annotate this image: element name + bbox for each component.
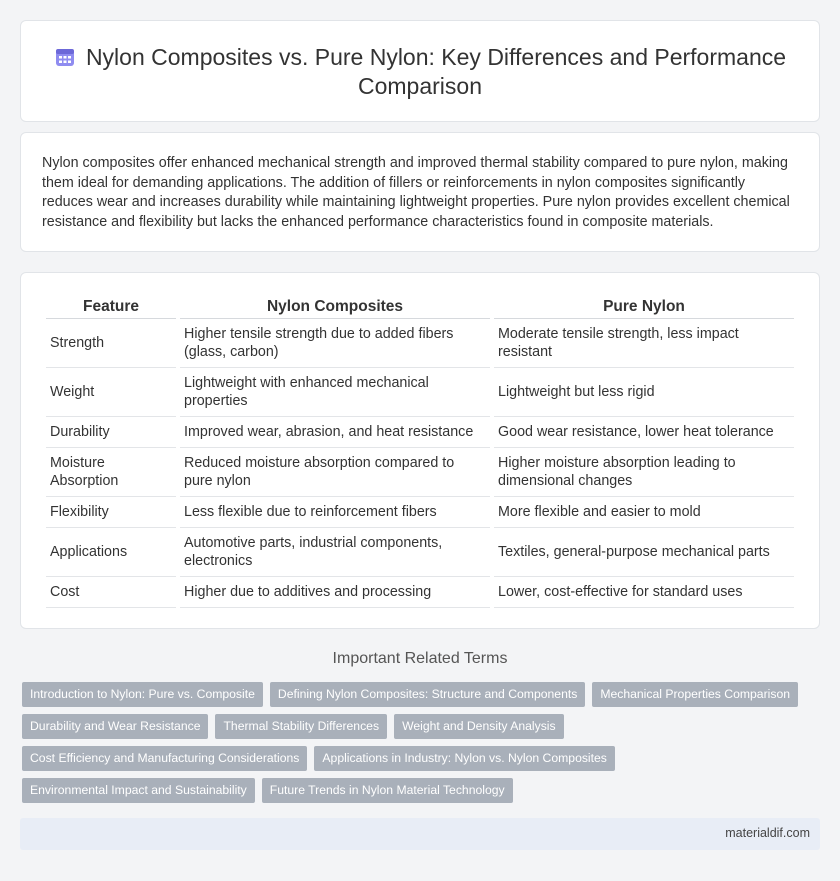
footer: [20, 818, 820, 850]
feature-cell: Durability: [46, 417, 176, 448]
related-term-tag[interactable]: Weight and Density Analysis: [394, 714, 564, 739]
comparison-table: [42, 294, 798, 608]
related-terms-tags: [22, 682, 822, 810]
table-row: [46, 319, 794, 368]
feature-cell: Cost: [46, 577, 176, 608]
table-row: [46, 448, 794, 497]
related-term-tag[interactable]: Applications in Industry: Nylon vs. Nylon Composites: [314, 746, 615, 771]
footer-site[interactable]: materialdif.com: [725, 826, 810, 840]
composite-cell: Less flexible due to reinforcement fibers: [180, 497, 490, 528]
composite-cell: Higher due to additives and processing: [180, 577, 490, 608]
related-term-tag[interactable]: Durability and Wear Resistance: [22, 714, 208, 739]
table-row: [46, 368, 794, 417]
tag-row: [22, 746, 822, 771]
composite-cell: Lightweight with enhanced mechanical properties: [180, 368, 490, 417]
related-term-tag[interactable]: Environmental Impact and Sustainability: [22, 778, 255, 803]
composite-cell: Improved wear, abrasion, and heat resistance: [180, 417, 490, 448]
title-card: [20, 20, 820, 122]
related-term-tag[interactable]: Future Trends in Nylon Material Technology: [262, 778, 513, 803]
table-row: [46, 497, 794, 528]
related-term-tag[interactable]: Defining Nylon Composites: Structure and Components: [270, 682, 585, 707]
header-feature: Feature: [46, 294, 176, 319]
calendar-icon: [54, 46, 76, 68]
feature-cell: Strength: [46, 319, 176, 368]
summary-card: [20, 132, 820, 252]
tag-row: [22, 714, 822, 739]
pure-cell: Good wear resistance, lower heat tolerance: [494, 417, 794, 448]
feature-cell: Moisture Absorption: [46, 448, 176, 497]
feature-cell: Applications: [46, 528, 176, 577]
tag-row: [22, 778, 822, 803]
related-term-tag[interactable]: Introduction to Nylon: Pure vs. Composite: [22, 682, 263, 707]
header-pure-nylon: Pure Nylon: [494, 294, 794, 319]
related-terms-heading: Important Related Terms: [332, 650, 508, 667]
related-term-tag[interactable]: Thermal Stability Differences: [215, 714, 387, 739]
related-term-tag[interactable]: Cost Efficiency and Manufacturing Considerations: [22, 746, 307, 771]
summary-text: Nylon composites offer enhanced mechanical strength and improved thermal stability compared to pure nylon, making them ideal for demanding applications. The addition of fillers or reinforcements in nylon composites significantly reduces wear and increases durability while maintaining lightweight properties. Pure nylon provides excellent chemical resistance and flexibility but lacks the enhanced performance characteristics found in composite materials.: [42, 155, 790, 230]
comparison-table-card: [20, 272, 820, 629]
table-row: [46, 577, 794, 608]
composite-cell: Higher tensile strength due to added fibers (glass, carbon): [180, 319, 490, 368]
pure-cell: Textiles, general-purpose mechanical parts: [494, 528, 794, 577]
composite-cell: Reduced moisture absorption compared to pure nylon: [180, 448, 490, 497]
pure-cell: Lightweight but less rigid: [494, 368, 794, 417]
pure-cell: Lower, cost-effective for standard uses: [494, 577, 794, 608]
composite-cell: Automotive parts, industrial components, electronics: [180, 528, 490, 577]
table-row: [46, 528, 794, 577]
header-nylon-composites: Nylon Composites: [180, 294, 490, 319]
feature-cell: Weight: [46, 368, 176, 417]
pure-cell: Moderate tensile strength, less impact resistant: [494, 319, 794, 368]
page-title: [21, 43, 819, 101]
table-row: [46, 417, 794, 448]
pure-cell: More flexible and easier to mold: [494, 497, 794, 528]
related-term-tag[interactable]: Mechanical Properties Comparison: [592, 682, 798, 707]
table-header-row: [46, 294, 794, 319]
tag-row: [22, 682, 822, 707]
page-title-text: Nylon Composites vs. Pure Nylon: Key Differences and Performance Comparison: [85, 44, 787, 99]
pure-cell: Higher moisture absorption leading to dimensional changes: [494, 448, 794, 497]
feature-cell: Flexibility: [46, 497, 176, 528]
